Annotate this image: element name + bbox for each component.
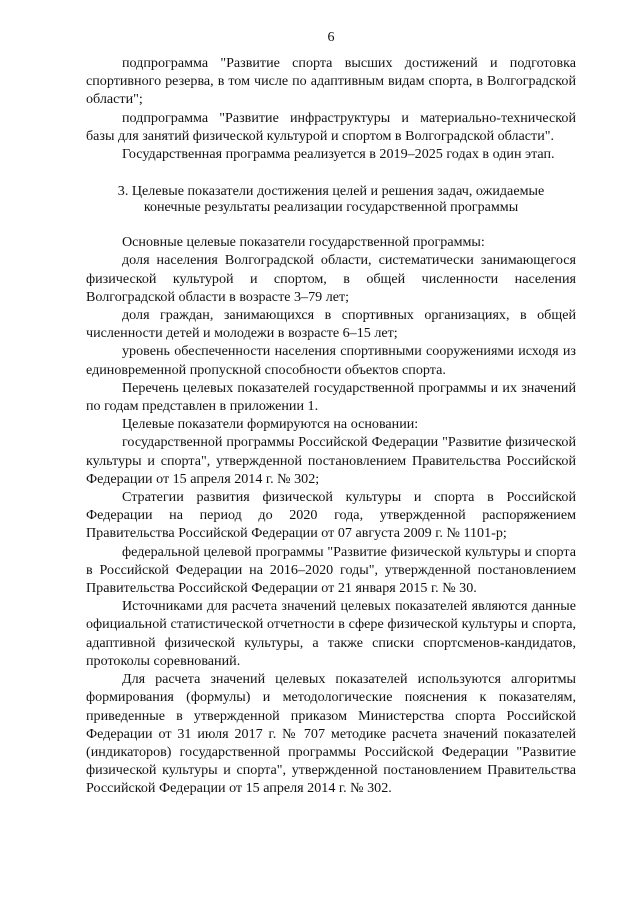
page-number: 6: [327, 30, 335, 45]
paragraph-data-sources: Источниками для расчета значений целевых показателей являются данные официальной статистической отчетности в сфере физической культуры и спорта, адаптивной физической культуры, а также списки спортсменов-кандидатов, протоколы соревнований.: [86, 598, 576, 669]
section-heading: [86, 183, 576, 215]
section-heading-line-2: конечные результаты реализации государственной программы: [143, 199, 519, 216]
paragraph-calculation-method: Для расчета значений целевых показателей используются алгоритмы формирования (формулы) и методологические пояснения к показателям, приведенные в утвержденной приказом Министерства спорта Российской Федерации от 31 июля 2017 г. № 707 методике расчета значений показателей (индикаторов) государственной программы Российской Федерации "Развитие физической культуры и спорта", утвержденной постановлением Правительства Российской Федерации от 15 апреля 2014 г. № 302.: [86, 671, 576, 797]
paragraph-subprogram-infrastructure: подпрограмма "Развитие инфраструктуры и материально-технической базы для занятий физической культурой и спортом в Волгоградской области".: [86, 109, 576, 144]
paragraph-indicator-youth-share: доля граждан, занимающихся в спортивных организациях, в общей численности детей и молодежи в возрасте 6–15 лет;: [86, 307, 576, 342]
paragraph-program-period: Государственная программа реализуется в 2019–2025 годах в один этап.: [122, 146, 555, 163]
paragraph-indicator-list: Перечень целевых показателей государственной программы и их значений по годам представлен в приложении 1.: [86, 379, 576, 415]
paragraph-basis-intro: Целевые показатели формируются на основании:: [122, 416, 419, 433]
paragraph-indicator-facilities: уровень обеспеченности населения спортивными сооружениями исходя из единовременной пропускной способности объектов спорта.: [86, 343, 576, 378]
paragraph-basis-state-program: государственной программы Российской Федерации "Развитие физической культуры и спорта", утвержденной постановлением Правительства Российской Федерации от 15 апреля 2014 г. № 302;: [86, 434, 576, 487]
section-heading-line-1: 3. Целевые показатели достижения целей и решения задач, ожидаемые: [117, 183, 545, 200]
paragraph-subprogram-sport: подпрограмма "Развитие спорта высших достижений и подготовка спортивного резерва, в том числе по адаптивным видам спорта, в Волгоградской области";: [86, 55, 576, 108]
paragraph-basis-strategy: Стратегии развития физической культуры и спорта в Российской Федерации на период до 2020 года, утвержденной распоряжением Правительства Российской Федерации от 07 августа 2009 г. № 1101-р;: [86, 489, 576, 542]
paragraph-basis-federal-program: федеральной целевой программы "Развитие физической культуры и спорта в Российской Федерации на 2016–2020 годы", утвержденной постановлением Правительства Российской Федерации от 21 января 2015 г. № 30.: [86, 543, 576, 597]
paragraph-indicator-population-share: доля населения Волгоградской области, систематически занимающегося физической культурой и спортом, в общей численности населения Волгоградской области в возрасте 3–79 лет;: [86, 252, 576, 305]
paragraph-main-indicators: Основные целевые показатели государственной программы:: [122, 234, 485, 251]
document-page: [86, 30, 576, 798]
